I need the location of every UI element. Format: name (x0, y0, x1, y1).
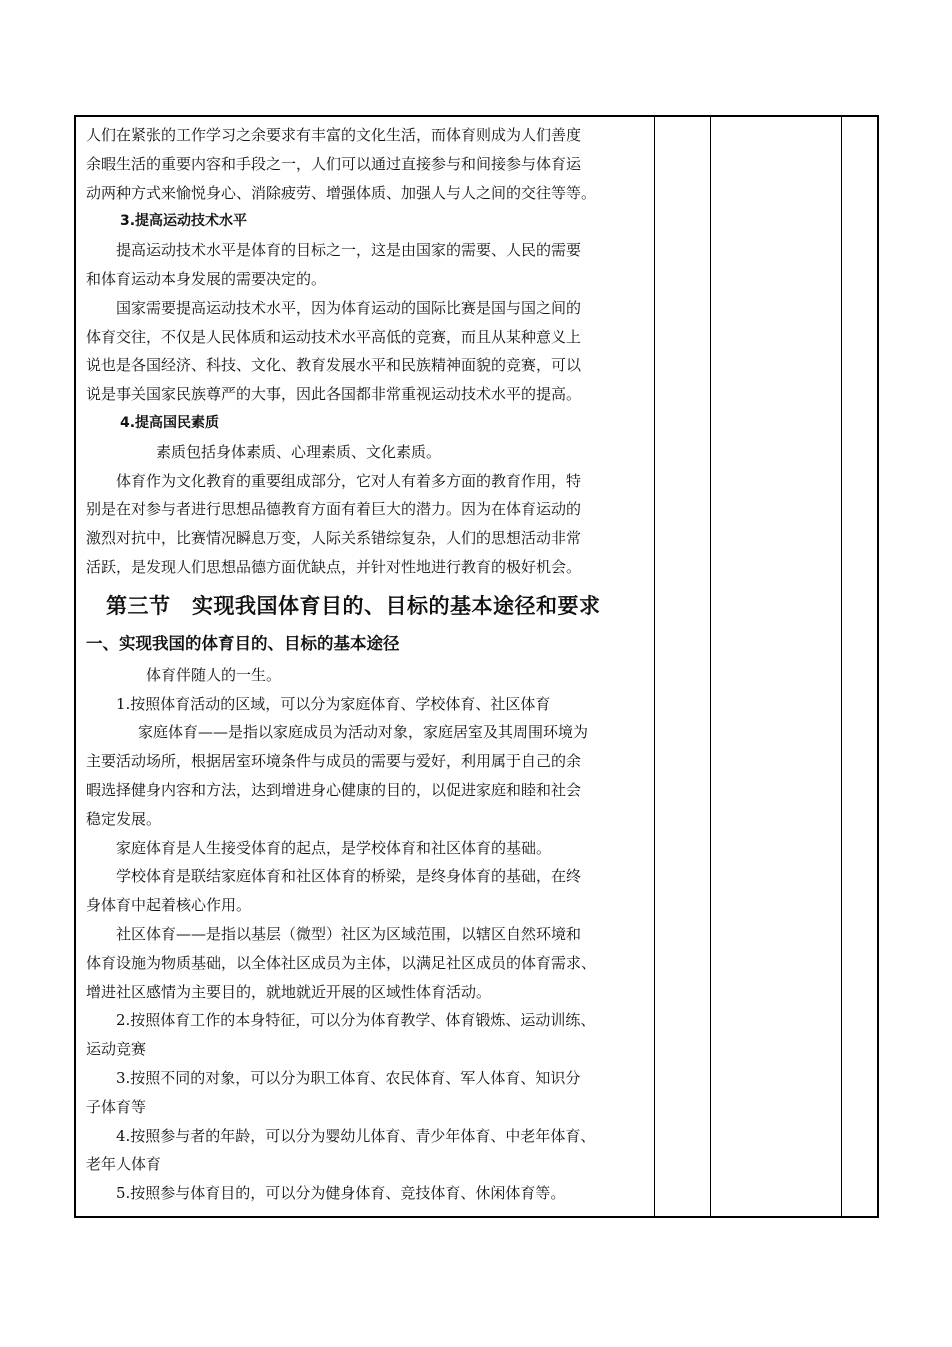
paragraph-line: 活跃，是发现人们思想品德方面优缺点，并针对性地进行教育的极好机会。 (86, 557, 582, 576)
paragraph-line: 动两种方式来愉悦身心、消除疲劳、增强体质、加强人与人之间的交往等等。 (86, 183, 597, 202)
paragraph-line: 体育设施为物质基础，以全体社区成员为主体，以满足社区成员的体育需求、 (86, 953, 597, 972)
paragraph-line: 体育作为文化教育的重要组成部分，它对人有着多方面的教育作用，特 (116, 471, 582, 490)
paragraph-line: 家庭体育——是指以家庭成员为活动对象，家庭居室及其周围环境为 (138, 723, 589, 742)
paragraph-line: 体育伴随人的一生。 (146, 665, 282, 684)
subsection-heading: 4.提高国民素质 (120, 414, 220, 431)
subsection-heading: 3.提高运动技术水平 (120, 213, 248, 230)
content-cell (86, 121, 650, 1208)
paragraph-line: 5.按照参与体育目的，可以分为健身体育、竞技体育、休闲体育等。 (116, 1184, 566, 1203)
paragraph-line: 余暇生活的重要内容和手段之一，人们可以通过直接参与和间接参与体育运 (86, 154, 582, 173)
paragraph-line: 提高运动技术水平是体育的目标之一，这是由国家的需要、人民的需要 (116, 241, 582, 260)
paragraph-line: 身体育中起着核心作用。 (86, 896, 252, 915)
paragraph-line: 激烈对抗中，比赛情况瞬息万变，人际关系错综复杂，人们的思想活动非常 (86, 529, 582, 548)
paragraph-line: 3.按照不同的对象，可以分为职工体育、农民体育、军人体育、知识分 (116, 1068, 581, 1087)
column-divider (841, 117, 842, 1216)
section-title: 第三节 实现我国体育目的、目标的基本途径和要求 (106, 593, 601, 618)
paragraph-line: 1.按照体育活动的区域，可以分为家庭体育、学校体育、社区体育 (116, 694, 551, 713)
column-divider (654, 117, 655, 1216)
paragraph-line: 和体育运动本身发展的需要决定的。 (86, 269, 327, 288)
document-table (74, 115, 879, 1218)
paragraph-line: 4.按照参与者的年龄，可以分为婴幼儿体育、青少年体育、中老年体育、 (116, 1126, 596, 1145)
paragraph-line: 素质包括身体素质、心理素质、文化素质。 (156, 442, 442, 461)
paragraph-line: 家庭体育是人生接受体育的起点，是学校体育和社区体育的基础。 (116, 838, 552, 857)
paragraph-line: 稳定发展。 (86, 809, 162, 828)
paragraph-line: 说是事关国家民族尊严的大事，因此各国都非常重视运动技术水平的提高。 (86, 385, 582, 404)
paragraph-line: 国家需要提高运动技术水平，因为体育运动的国际比赛是国与国之间的 (116, 298, 582, 317)
paragraph-line: 子体育等 (86, 1097, 147, 1116)
paragraph-line: 说也是各国经济、科技、文化、教育发展水平和民族精神面貌的竞赛，可以 (86, 356, 582, 375)
paragraph-line: 社区体育——是指以基层（微型）社区为区域范围，以辖区自然环境和 (116, 924, 582, 943)
paragraph-line: 2.按照体育工作的本身特征，可以分为体育教学、体育锻炼、运动训练、 (116, 1011, 596, 1030)
paragraph-line: 运动竞赛 (86, 1040, 147, 1059)
paragraph-line: 增进社区感情为主要目的，就地就近开展的区域性体育活动。 (86, 982, 492, 1001)
paragraph-line: 学校体育是联结家庭体育和社区体育的桥梁，是终身体育的基础，在终 (116, 867, 582, 886)
section-heading: 一、实现我国的体育目的、目标的基本途径 (86, 633, 400, 653)
paragraph-line: 老年人体育 (86, 1155, 162, 1174)
paragraph-line: 体育交往，不仅是人民体质和运动技术水平高低的竞赛，而且从某种意义上 (86, 327, 582, 346)
paragraph-line: 暇选择健身内容和方法，达到增进身心健康的目的，以促进家庭和睦和社会 (86, 780, 582, 799)
paragraph-line: 人们在紧张的工作学习之余要求有丰富的文化生活，而体育则成为人们善度 (86, 126, 582, 144)
paragraph-line: 主要活动场所，根据居室环境条件与成员的需要与爱好，利用属于自己的余 (86, 752, 582, 771)
column-divider (710, 117, 711, 1216)
paragraph-line: 别是在对参与者进行思想品德教育方面有着巨大的潜力。因为在体育运动的 (86, 500, 582, 519)
